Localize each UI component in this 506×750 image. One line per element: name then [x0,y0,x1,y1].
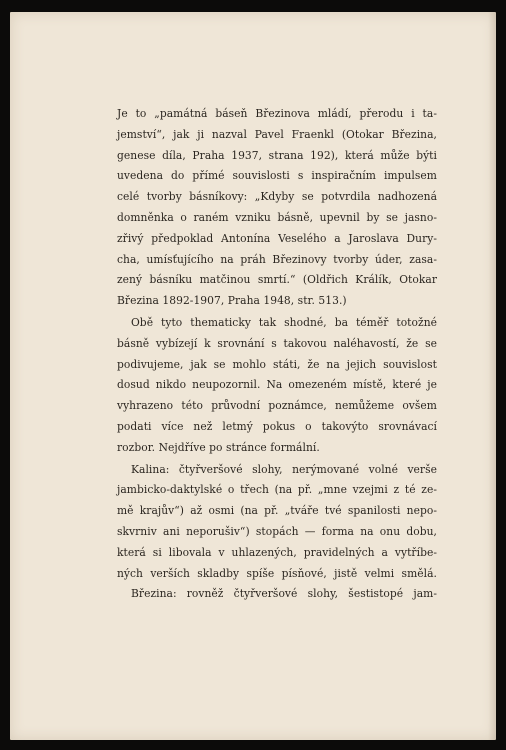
text-line: podati více než letmý pokus o takovýto srovnávací [117,419,437,433]
text-line: celé tvorby básníkovy: „Kdyby se potvrdila nadhozená [117,190,437,204]
text-line: uvedena do přímé souvislosti s inspiračním impulsem [117,169,437,183]
text-line: cha, umísťujícího na práh Březinovy tvorby úder, zasa- [117,252,437,266]
text-line: domněnka o raném vzniku básně, upevnil by se jasno- [117,210,437,224]
text-line: Obě tyto thematicky tak shodné, ba téměř totožné [131,315,437,329]
text-line: Je to „památná báseň Březinova mládí, přerodu i ta- [117,107,437,120]
book-page [10,12,496,740]
text-line: která si libovala v uhlazených, pravidelných a vytříbe- [117,545,437,559]
text-line: podivujeme, jak se mohlo státi, že na jejich souvislost [117,357,437,371]
text-line: ných verších skladby spíše písňové, jistě velmi smělá. [117,566,437,580]
text-line: genese díla, Praha 1937, strana 192), která může býti [117,148,437,162]
text-line: mě krajův“) až osmi (na př. „tváře tvé spanilosti nepo- [117,504,437,518]
text-line: vyhrazeno této průvodní poznámce, nemůžeme ovšem [117,399,437,413]
text-line: skvrniv ani neporušiv“) stopách — forma na onu dobu, [117,524,437,538]
text-line: jambicko-daktylské o třech (na př. „mne vzejmi z té ze- [117,483,437,497]
body-text [117,104,437,605]
text-line: Březina 1892-1907, Praha 1948, str. 513.) [117,294,347,308]
text-line: Kalina: čtyřveršové slohy, nerýmované volné verše [131,462,437,476]
text-line: dosud nikdo neupozornil. Na omezeném místě, které je [117,378,437,392]
text-line: zřivý předpoklad Antonína Veselého a Jaroslava Dury- [117,231,437,245]
text-line: rozbor. Nejdříve po stránce formální. [117,440,320,454]
text-line: básně vybízejí k srovnání s takovou naléhavostí, že se [117,336,437,350]
text-line: Březina: rovněž čtyřveršové slohy, šestistopé jam- [131,587,437,601]
text-line: jemství“, jak ji nazval Pavel Fraenkl (Otokar Březina, [117,127,437,141]
text-line: zený básníku matčinou smrtí.“ (Oldřich Králík, Otokar [117,273,437,287]
